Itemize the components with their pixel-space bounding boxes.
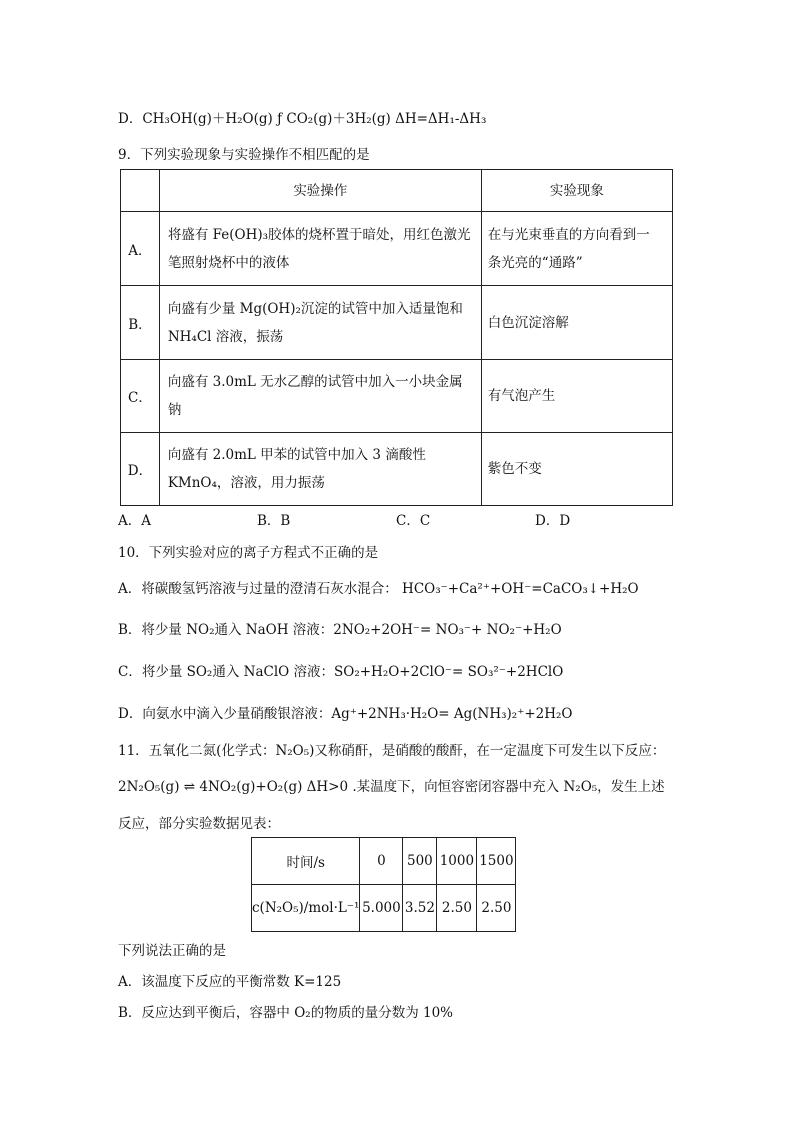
q10-option-b[interactable]: B．将少量 NO₂通入 NaOH 溶液：2NO₂+2OH⁻= NO₃⁻+ NO₂⁻+H₂O: [118, 622, 562, 638]
q11-conc-row: [252, 885, 516, 932]
q11-after-text: 下列说法正确的是: [118, 943, 226, 959]
q11-conc-cell: 3.52: [403, 885, 437, 932]
q9-row-a: [121, 212, 673, 286]
op-line: 向盛有 2.0mL 甲苯的试管中加入 3 滴酸性: [167, 447, 426, 463]
q11-stem-line-1: 11．五氧化二氮(化学式：N₂O₅)又称硝酐，是硝酸的酸酐，在一定温度下可发生以下反应：: [118, 743, 666, 759]
ph-line: 条光亮的“通路”: [487, 254, 583, 271]
q11-time-cell: 500: [403, 838, 437, 885]
op-line: 将盛有 Fe(OH)₃胶体的烧杯置于暗处，用红色激光: [167, 226, 471, 243]
q9-row-phenomenon: [481, 212, 672, 286]
q11-stem-line-3: 反应，部分实验数据见表：: [118, 816, 280, 832]
prev-option-d-equation: CH₃OH(g)＋H₂O(g) ƒ CO₂(g)＋3H₂(g) ΔH=ΔH₁-ΔH₃: [142, 111, 487, 127]
op-line: NH₄Cl 溶液，振荡: [167, 328, 284, 345]
q9-header-operation: 实验操作: [159, 170, 481, 212]
q9-option-b[interactable]: B．B: [257, 513, 291, 529]
prev-option-d: [118, 110, 486, 128]
q9-options: [118, 512, 570, 530]
prev-option-d-label: D．: [118, 111, 143, 127]
q9-row-phenomenon: 有气泡产生: [481, 360, 672, 433]
q9-table: [120, 169, 673, 506]
q9-row-label: A．: [121, 212, 160, 286]
op-line: 钠: [167, 402, 182, 418]
q11-time-cell: 1000: [437, 838, 477, 885]
op-line: 向盛有 3.0mL 无水乙醇的试管中加入一小块金属: [167, 374, 463, 390]
q9-row-d: [121, 433, 673, 506]
q9-row-phenomenon: 紫色不变: [481, 433, 672, 506]
q11-conc-label: c(N₂O₅)/mol·L⁻¹: [252, 885, 360, 932]
q9-row-operation: [159, 360, 481, 433]
q9-option-d[interactable]: D．D: [535, 513, 571, 529]
q9-option-a[interactable]: A．A: [118, 513, 151, 529]
q10-option-c[interactable]: C．将少量 SO₂通入 NaClO 溶液：SO₂+H₂O+2ClO⁻= SO₃²⁻+2HClO: [118, 664, 564, 680]
q11-stem-line-2: 2N₂O₅(g) ⇌ 4NO₂(g)+O₂(g) ΔH>0 .某温度下，向恒容密闭容器中充入 N₂O₅，发生上述: [118, 779, 665, 795]
q9-row-operation: [159, 286, 481, 360]
q10-option-d[interactable]: D．向氨水中滴入少量硝酸银溶液：Ag⁺+2NH₃·H₂O= Ag(NH₃)₂⁺+2H₂O: [118, 706, 573, 722]
q9-option-c[interactable]: C．C: [396, 513, 431, 529]
q9-header-phenomenon: 实验现象: [481, 170, 672, 212]
q9-row-label: D．: [121, 433, 160, 506]
q11-conc-cell: 2.50: [437, 885, 477, 932]
q11-conc-cell: 2.50: [477, 885, 516, 932]
q10-option-a[interactable]: A．将碳酸氢钙溶液与过量的澄清石灰水混合： HCO₃⁻+Ca²⁺+OH⁻=CaCO₃↓+H₂O: [118, 581, 639, 597]
q9-header-blank: [121, 170, 160, 212]
q11-time-row: [252, 838, 516, 885]
q11-data-table: [251, 837, 516, 932]
q9-row-label: B．: [121, 286, 160, 360]
op-line: 向盛有少量 Mg(OH)₂沉淀的试管中加入适量饱和: [167, 300, 463, 317]
op-line: 笔照射烧杯中的液体: [167, 254, 290, 271]
q9-row-c: [121, 360, 673, 433]
q11-option-b[interactable]: B．反应达到平衡后，容器中 O₂的物质的量分数为 10%: [118, 1005, 453, 1021]
ph-line: 在与光束垂直的方向看到一: [487, 226, 650, 243]
q9-header-row: [121, 170, 673, 212]
q11-conc-cell: 5.000: [360, 885, 403, 932]
q9-row-phenomenon: 白色沉淀溶解: [481, 286, 672, 360]
q11-time-cell: 1500: [477, 838, 516, 885]
q9-row-label: C．: [121, 360, 160, 433]
q11-time-cell: 0: [360, 838, 403, 885]
op-line: KMnO₄，溶液，用力振荡: [167, 475, 325, 491]
q9-row-operation: [159, 433, 481, 506]
q10-stem: 10．下列实验对应的离子方程式不正确的是: [118, 545, 379, 561]
q11-option-a[interactable]: A．该温度下反应的平衡常数 K=125: [118, 974, 342, 990]
q11-time-label: 时间/s: [252, 838, 360, 885]
q9-row-b: [121, 286, 673, 360]
q9-row-operation: [159, 212, 481, 286]
q9-stem: 9．下列实验现象与实验操作不相匹配的是: [118, 147, 370, 163]
